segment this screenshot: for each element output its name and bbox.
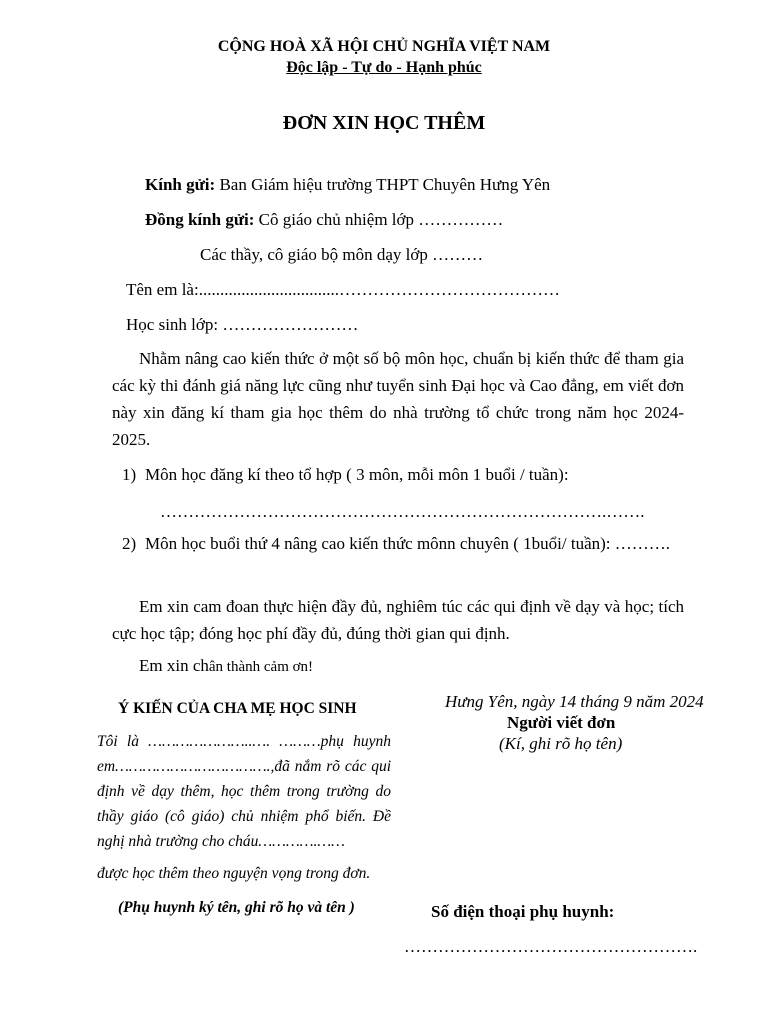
national-title: CỘNG HOÀ XÃ HỘI CHỦ NGHĨA VIỆT NAM bbox=[217, 38, 551, 55]
recipient-line bbox=[145, 175, 550, 195]
item1-dots: …………………………………………………………………….……. bbox=[160, 502, 645, 521]
thanks-part-a: Em xin ch bbox=[139, 656, 209, 675]
parent-sign-note: (Phụ huynh ký tên, ghi rõ họ và tên ) bbox=[118, 899, 355, 916]
document-title: ĐƠN XIN HỌC THÊM bbox=[282, 112, 486, 134]
writer-label: Người viết đơn bbox=[507, 713, 616, 732]
parent-statement-end: được học thêm theo nguyện vọng trong đơn. bbox=[97, 865, 371, 882]
parent-statement: Tôi là …………………..…. ………phụ huynh em…………………………….,đã nắm rõ các qui định về dạy thêm, học thêm trong trường do thầy giáo (cô giáo) chủ nhiệm phổ biến. Đề nghị nhà trường cho cháu………….…… bbox=[97, 733, 391, 850]
recipient-value: Ban Giám hiệu trường THPT Chuyên Hưng Yên bbox=[215, 175, 551, 194]
co-recipient-value: Cô giáo chủ nhiệm lớp …………… bbox=[254, 210, 504, 229]
student-class-line: Học sinh lớp: …………………… bbox=[126, 315, 359, 334]
parent-phone-label: Số điện thoại phụ huynh: bbox=[431, 902, 615, 921]
place-date: Hưng Yên, ngày 14 tháng 9 năm 2024 bbox=[445, 692, 704, 711]
intro-paragraph: Nhằm nâng cao kiến thức ở một số bộ môn học, chuẩn bị kiến thức để tham gia các kỳ thi đánh giá năng lực cũng như tuyển sinh Đại học và Cao đẳng, em viết đơn này xin đăng kí tham gia học thêm do nhà trường tổ chức trong năm học 2024-2025. bbox=[112, 349, 684, 449]
parent-phone-dots: ……………………………………………. bbox=[404, 937, 698, 956]
item2-text: Môn học buổi thứ 4 nâng cao kiến thức mônn chuyên ( 1buổi/ tuần): ………. bbox=[145, 534, 671, 553]
co-recipient-line bbox=[145, 210, 503, 230]
thanks-line bbox=[139, 656, 313, 676]
teachers-line: Các thầy, cô giáo bộ môn dạy lớp ……… bbox=[200, 245, 484, 264]
co-recipient-label: Đồng kính gửi: bbox=[145, 210, 255, 229]
item1-text: Môn học đăng kí theo tổ hợp ( 3 môn, mỗi môn 1 buổi / tuần): bbox=[145, 465, 569, 484]
thanks-part-b: ân thành cảm ơn! bbox=[208, 659, 314, 675]
national-motto: Độc lập - Tự do - Hạnh phúc bbox=[286, 59, 482, 76]
parent-heading: Ý KIẾN CỦA CHA MẸ HỌC SINH bbox=[118, 700, 357, 717]
recipient-label: Kính gửi: bbox=[145, 175, 216, 194]
writer-sign-note: (Kí, ghi rõ họ tên) bbox=[499, 734, 623, 753]
student-name-line: Tên em là:.................................………………………………… bbox=[126, 280, 560, 299]
item1-number: 1) bbox=[122, 465, 137, 484]
item2-number: 2) bbox=[122, 534, 137, 553]
commitment-paragraph: Em xin cam đoan thực hiện đầy đủ, nghiêm túc các qui định về dạy và học; tích cực học tập; đóng học phí đầy đủ, đúng thời gian qui định. bbox=[112, 597, 684, 643]
